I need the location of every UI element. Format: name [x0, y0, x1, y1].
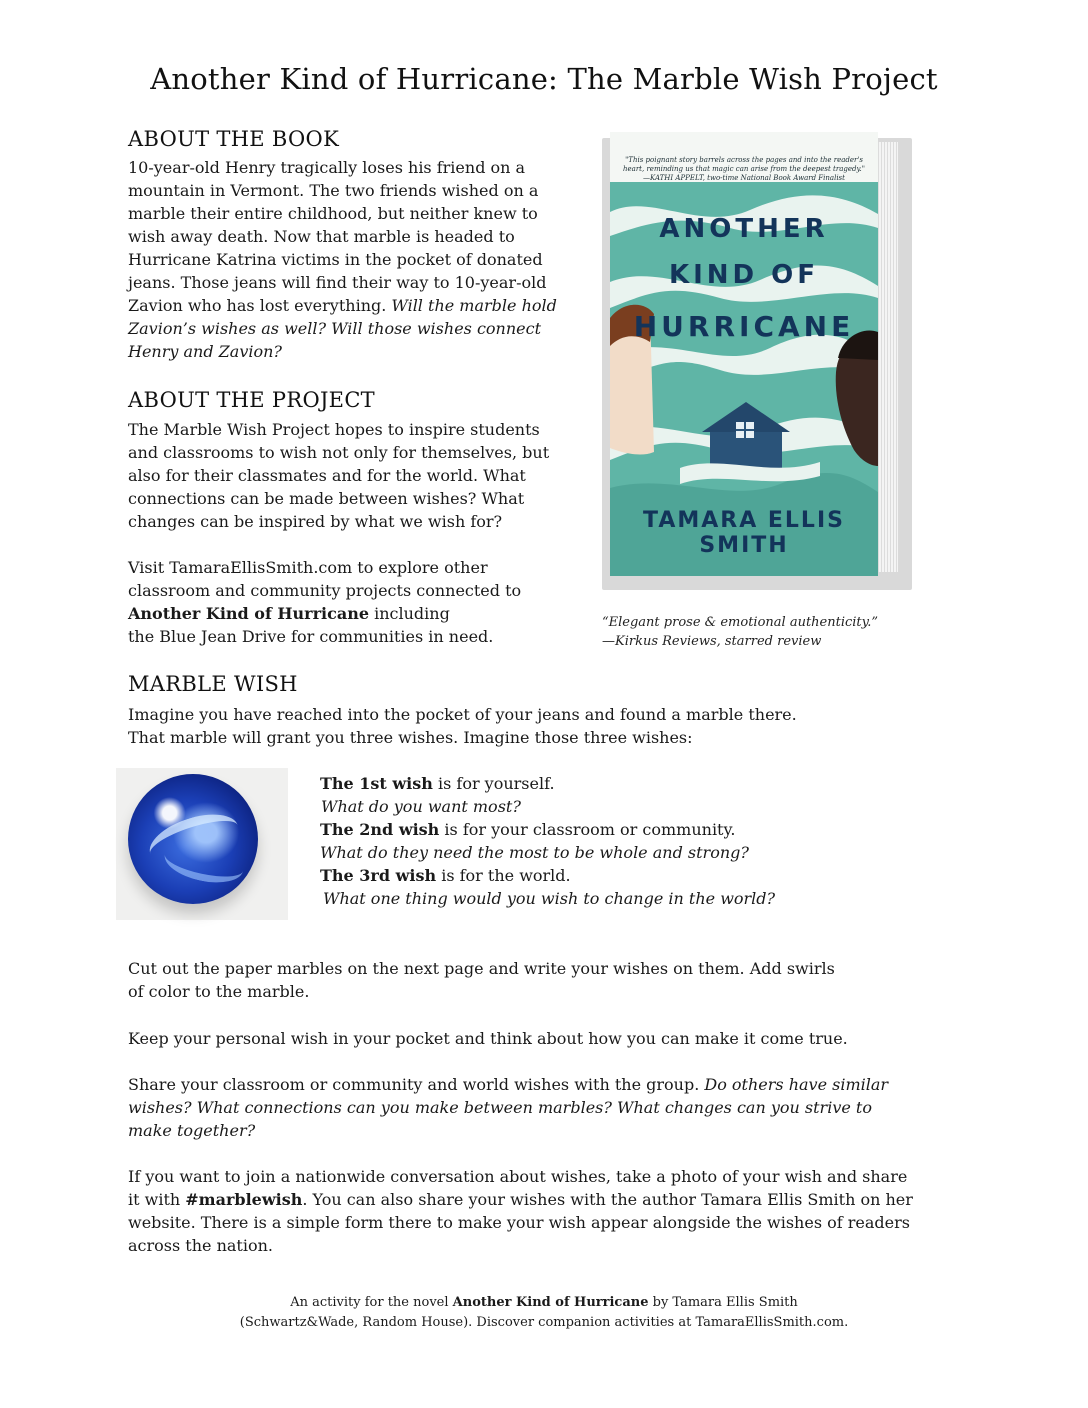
text-line: wish away death. Now that marble is headed to	[128, 227, 515, 246]
cut-out-instructions	[128, 957, 948, 1003]
text-line: The Marble Wish Project hopes to inspire students	[128, 420, 540, 439]
visit-text	[128, 556, 588, 648]
wish-question: What one thing would you wish to change in the world?	[323, 889, 776, 908]
wish-question: What do they need the most to be whole and strong?	[320, 843, 749, 862]
wish-2	[320, 818, 920, 841]
footer	[0, 1293, 1088, 1333]
review-quote: “Elegant prose & emotional authenticity.”	[602, 615, 879, 630]
book-title-bold: Another Kind of Hurricane	[128, 604, 370, 623]
about-book-heading: ABOUT THE BOOK	[128, 127, 340, 151]
text-line: mountain in Vermont. The two friends wished on a	[128, 181, 539, 200]
text-line: jeans. Those jeans will find their way to 10-year-old	[128, 273, 547, 292]
wish-list	[320, 772, 920, 910]
text-line	[128, 1188, 958, 1211]
review-source: —Kirkus Reviews, starred review	[602, 634, 822, 649]
text-plain: . You can also share your wishes with the author Tamara Ellis Smith on her	[302, 1190, 913, 1209]
text-italic: Do others have similar	[704, 1075, 889, 1094]
text-plain: including	[369, 604, 450, 623]
wish-label: The 3rd wish	[320, 866, 437, 885]
text-line: If you want to join a nationwide conversation about wishes, take a photo of your wish and share	[128, 1167, 908, 1186]
text-plain: is for yourself.	[432, 774, 555, 793]
text-line: and classrooms to wish not only for themselves, but	[128, 443, 550, 462]
text-line: Henry and Zavion?	[128, 342, 282, 361]
marble-photo	[116, 768, 288, 920]
text-plain: Zavion who has lost everything.	[128, 296, 392, 315]
marble-wish-heading: MARBLE WISH	[128, 672, 298, 696]
wish-3	[320, 864, 920, 887]
text-line	[128, 1073, 948, 1096]
cover-title-line: HURRICANE	[633, 310, 855, 343]
cover-author: TAMARA ELLIS SMITH	[643, 508, 845, 558]
text-plain: Share your classroom or community and world wishes with the group.	[128, 1075, 705, 1094]
cover-title-line: KIND OF	[668, 260, 820, 290]
text-line: across the nation.	[128, 1236, 273, 1255]
text-line	[128, 602, 588, 625]
book-title-bold: Another Kind of Hurricane	[452, 1295, 649, 1310]
text-plain: is for your classroom or community.	[439, 820, 736, 839]
text-plain: is for the world.	[436, 866, 571, 885]
text-line: That marble will grant you three wishes. Imagine those three wishes:	[128, 728, 693, 747]
text-line: Keep your personal wish in your pocket and think about how you can make it come true.	[128, 1029, 848, 1048]
about-book-text	[128, 156, 588, 363]
text-line: marble their entire childhood, but neither knew to	[128, 204, 538, 223]
footer-line: (Schwartz&Wade, Random House). Discover companion activities at TamaraEllisSmith.com.	[239, 1315, 849, 1330]
join-instructions	[128, 1165, 958, 1257]
about-project-heading: ABOUT THE PROJECT	[128, 388, 375, 412]
page-title: Another Kind of Hurricane: The Marble Wish Project	[150, 62, 938, 96]
text-line: Cut out the paper marbles on the next page and write your wishes on them. Add swirls	[128, 959, 835, 978]
text-line: make together?	[128, 1121, 256, 1140]
keep-instructions	[128, 1027, 948, 1050]
cover-title-line: ANOTHER	[659, 214, 829, 244]
marble-wish-intro	[128, 703, 928, 749]
text-line: classroom and community projects connected to	[128, 581, 522, 600]
marble-icon	[128, 774, 258, 904]
marble-swirl	[161, 836, 247, 889]
text-line: connections can be made between wishes? What	[128, 489, 525, 508]
book-cover-image	[596, 128, 912, 590]
text-plain: by Tamara Ellis Smith	[648, 1295, 798, 1310]
text-line: the Blue Jean Drive for communities in need.	[128, 627, 494, 646]
text-plain: An activity for the novel	[290, 1295, 453, 1310]
cover-blurb: "This poignant story barrels across the pages and into the reader's heart, reminding us that magic can arise from the deepest tragedy." —KATHI APPELT, two-time National Book Award Finalist	[623, 156, 865, 182]
cover-art	[610, 132, 878, 576]
text-line: website. There is a simple form there to make your wish appear alongside the wishes of readers	[128, 1213, 910, 1232]
text-line: Hurricane Katrina victims in the pocket of donated	[128, 250, 543, 269]
text-line: 10-year-old Henry tragically loses his friend on a	[128, 158, 526, 177]
text-line: Zavion’s wishes as well? Will those wishes connect	[128, 319, 542, 338]
text-italic: Will the marble hold	[391, 296, 557, 315]
text-line: wishes? What connections can you make between marbles? What changes can you strive to	[128, 1098, 872, 1117]
about-project-text	[128, 418, 588, 533]
text-line: of color to the marble.	[128, 982, 310, 1001]
wish-label: The 2nd wish	[320, 820, 440, 839]
book-pages	[876, 142, 898, 572]
wish-1	[320, 772, 920, 795]
text-line: also for their classmates and for the world. What	[128, 466, 526, 485]
text-plain: it with	[128, 1190, 186, 1209]
hashtag: #marblewish	[185, 1190, 303, 1209]
footer-line	[0, 1293, 1088, 1313]
share-instructions	[128, 1073, 948, 1142]
text-line: Imagine you have reached into the pocket of your jeans and found a marble there.	[128, 705, 797, 724]
wish-label: The 1st wish	[320, 774, 433, 793]
text-line: Visit TamaraEllisSmith.com to explore other	[128, 558, 488, 577]
wish-question: What do you want most?	[321, 797, 521, 816]
text-line: changes can be inspired by what we wish for?	[128, 512, 503, 531]
text-line	[128, 294, 588, 317]
